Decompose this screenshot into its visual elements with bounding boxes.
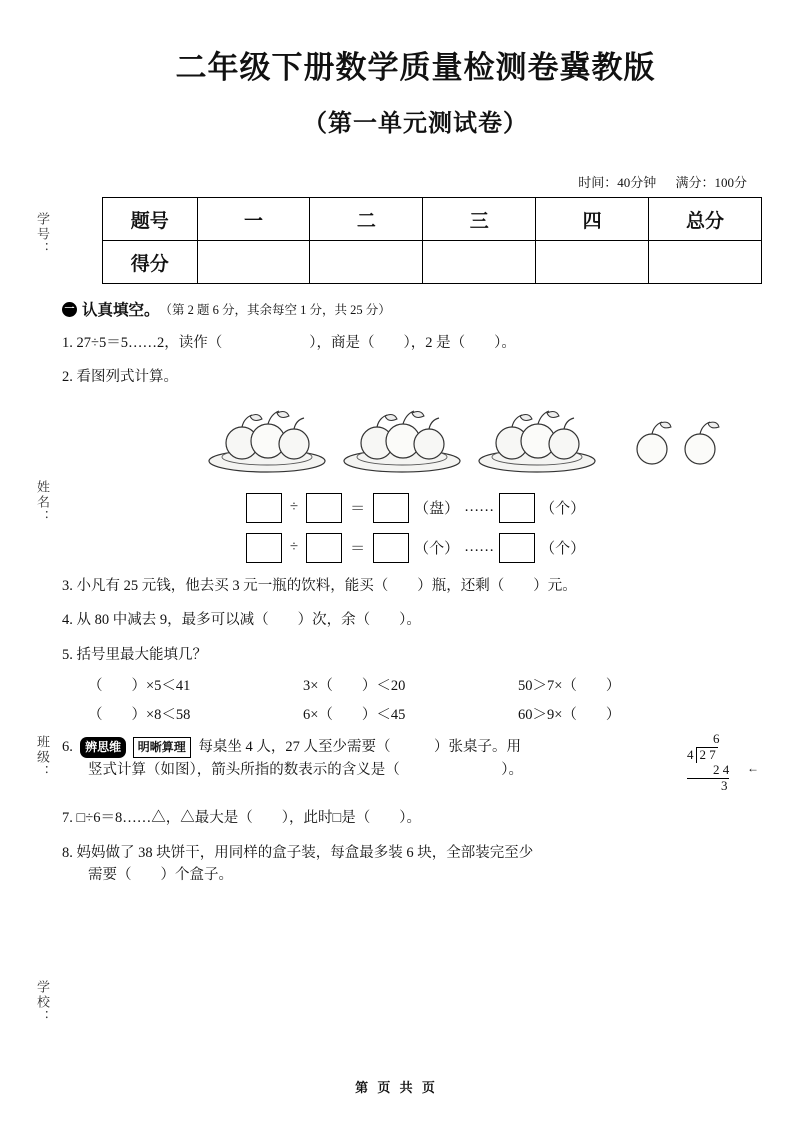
division-remainder: 3 [721, 778, 728, 794]
label-student-id: 学号： [35, 212, 50, 257]
score-header-label: 题号 [103, 198, 198, 241]
division-product: 2 4 [687, 763, 729, 779]
section-title: 认真填空。 [82, 302, 160, 319]
score-header-1: 一 [197, 198, 310, 241]
worksheet-content [62, 0, 769, 1122]
division-dividend: 2 7 [696, 747, 718, 763]
score-cell-3[interactable] [423, 241, 536, 284]
operator-equals: ＝ [350, 541, 366, 558]
q5-item-2: 3×（ ）＜20 [303, 678, 406, 695]
arrow-icon: ← [747, 761, 759, 776]
table-row [103, 198, 762, 241]
q6-index: 6. [62, 739, 77, 756]
question-8 [62, 842, 769, 887]
answer-box[interactable] [499, 533, 535, 563]
question-3: 3. 小凡有 25 元钱，他去买 3 元一瓶的饮料，能买（ ）瓶，还剩（ ）元。 [62, 577, 577, 594]
question-4: 4. 从 80 中减去 9，最多可以减（ ）次，余（ ）。 [62, 612, 421, 629]
q5-item-3: 50＞7×（ ） [518, 678, 621, 695]
answer-row-2 [62, 533, 769, 563]
question-1: 1. 27÷5＝5……2，读作（ ），商是（ ），2 是（ ）。 [62, 335, 516, 351]
question-7: 7. □÷6＝8……△，△最大是（ ），此时□是（ ）。 [62, 810, 421, 827]
unit-piece: （个） [414, 541, 460, 558]
q5-item-4: （ ）×8＜58 [88, 707, 191, 724]
question-5-row-2 [62, 703, 769, 724]
table-row [103, 241, 762, 284]
score-header-total: 总分 [649, 198, 762, 241]
answer-box[interactable] [306, 533, 342, 563]
page-title: 二年级下册数学质量检测卷冀教版 [175, 50, 656, 85]
answer-box[interactable] [373, 533, 409, 563]
answer-box[interactable] [306, 493, 342, 523]
plate-of-apples-3 [472, 403, 602, 475]
label-class: 班级： [35, 735, 50, 780]
operator-divide: ÷ [289, 539, 299, 556]
score-cell-2[interactable] [310, 241, 423, 284]
badge-reasoning: 明晰算理 [133, 737, 191, 758]
unit-piece: （个） [540, 501, 586, 518]
plate-of-apples-2 [337, 403, 467, 475]
question-5: 5. 括号里最大能填几？ [62, 646, 207, 663]
division-divisor: 4 [687, 746, 694, 762]
answer-box[interactable] [499, 493, 535, 523]
badge-thinking: 辨思维 [80, 737, 126, 758]
label-name: 姓名： [35, 480, 50, 525]
section-marker-icon: 一 [62, 302, 77, 317]
exam-total-score: 满分：100分 [675, 175, 747, 190]
answer-box[interactable] [246, 493, 282, 523]
section-note: （第 2 题 6 分，其余每空 1 分，共 25 分） [159, 303, 391, 317]
q5-item-1: （ ）×5＜41 [88, 678, 191, 695]
sidebar-vertical-labels [18, 0, 52, 1122]
division-quotient: 6 [713, 731, 720, 747]
exam-time: 时间：40分钟 [578, 175, 657, 190]
unit-plate: （盘） [414, 501, 460, 518]
plate-of-apples-1 [202, 403, 332, 475]
score-cell-4[interactable] [536, 241, 649, 284]
answer-box[interactable] [246, 533, 282, 563]
question-2: 2. 看图列式计算。 [62, 369, 178, 386]
label-school: 学校： [35, 980, 50, 1025]
score-cell-total[interactable] [649, 241, 762, 284]
page-subtitle: （第一单元测试卷） [303, 111, 528, 137]
unit-piece: （个） [540, 541, 586, 558]
q8-line-1: 8. 妈妈做了 38 块饼干，用同样的盒子装，每盒最多装 6 块，全部装完至少 [62, 844, 534, 861]
score-cell-1[interactable] [197, 241, 310, 284]
q8-line-2: 需要（ ）个盒子。 [88, 867, 233, 884]
question-6 [62, 731, 769, 794]
answer-row-1 [62, 493, 769, 523]
fruit-picture [62, 397, 769, 483]
q6-line-1: 每桌坐 4 人，27 人至少需要（ ）张桌子。用 [198, 739, 522, 756]
section-heading [62, 298, 769, 320]
page-footer: 第 页 共 页 [355, 1080, 438, 1095]
operator-divide: ÷ [289, 499, 299, 516]
score-header-4: 四 [536, 198, 649, 241]
q5-item-5: 6×（ ）＜45 [303, 707, 406, 724]
score-header-3: 三 [423, 198, 536, 241]
exam-meta [62, 172, 769, 191]
loose-apple-2 [680, 419, 720, 472]
score-row-label: 得分 [103, 241, 198, 284]
dots: …… [464, 539, 495, 556]
dots: …… [464, 499, 495, 516]
answer-box[interactable] [373, 493, 409, 523]
operator-equals: ＝ [350, 501, 366, 518]
question-5-row-1 [62, 674, 769, 695]
loose-apple-1 [632, 419, 672, 472]
q6-line-2: 竖式计算（如图），箭头所指的数表示的含义是（ ）。 [88, 761, 523, 778]
q5-item-6: 60＞9×（ ） [518, 707, 621, 724]
score-header-2: 二 [310, 198, 423, 241]
long-division-figure [687, 732, 761, 794]
score-table [102, 197, 762, 284]
